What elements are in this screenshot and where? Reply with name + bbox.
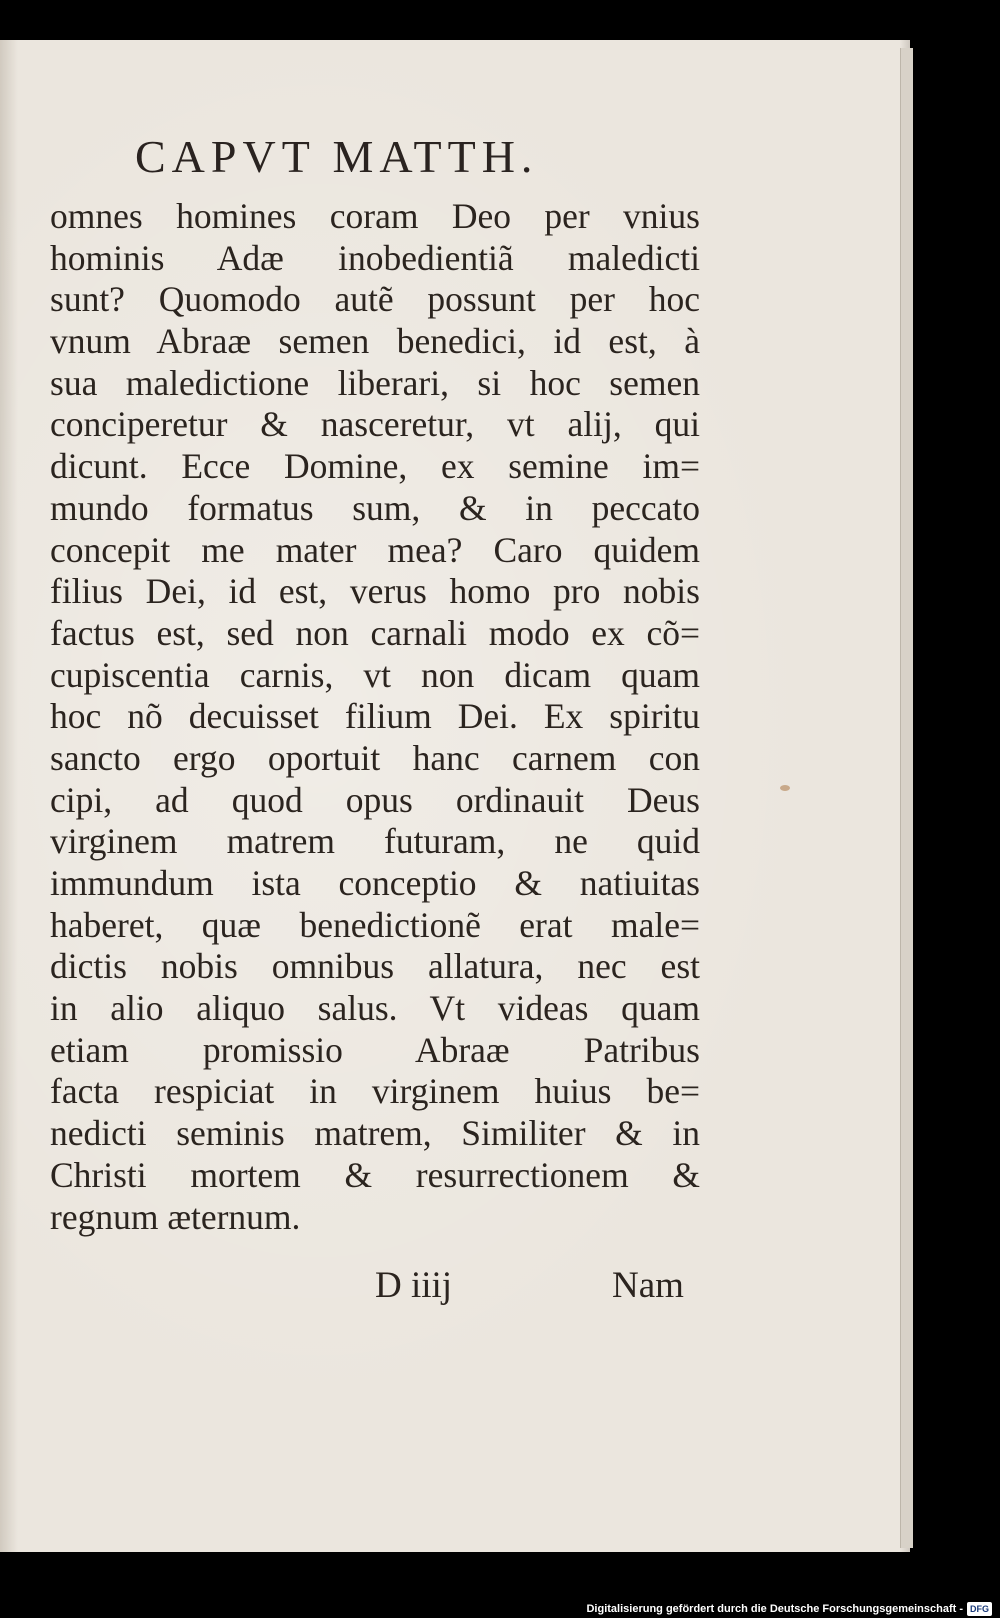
text-line: facta respiciat in virginem huius be=	[50, 1071, 700, 1112]
text-line: concepit me mater mea? Caro quidem	[50, 529, 700, 570]
paper-stain	[780, 785, 790, 791]
text-line: omnes homines coram Deo per vnius	[50, 196, 700, 236]
text-line: mundo formatus sum, & in peccato	[50, 487, 700, 528]
catchword: Nam	[612, 1265, 684, 1306]
leaf-edge	[900, 48, 913, 1548]
text-line: sancto ergo oportuit hanc carnem con	[50, 737, 700, 778]
text-line: hominis Adæ inobedientiã maledicti	[50, 237, 700, 278]
text-line: dicunt. Ecce Domine, ex semine im=	[50, 446, 700, 487]
text-line: virginem matrem futuram, ne quid	[50, 821, 700, 862]
text-line: sua maledictione liberari, si hoc semen	[50, 362, 700, 403]
digitization-footer	[586, 1602, 992, 1616]
text-line: regnum æternum.	[50, 1196, 301, 1237]
text-line: immundum ista conceptio & natiuitas	[50, 863, 700, 903]
text-line: etiam promissio Abraæ Patribus	[50, 1029, 700, 1070]
footer-text: Digitalisierung gefördert durch die Deutsche Forschungsgemeinschaft -	[586, 1603, 963, 1615]
text-line: cipi, ad quod opus ordinauit Deus	[50, 779, 700, 820]
text-line: cupiscentia carnis, vt non dicam quam	[50, 654, 700, 695]
text-line: sunt? Quomodo autẽ possunt per hoc	[50, 279, 700, 320]
body-text	[50, 196, 700, 1238]
signature-mark: D iiij	[375, 1265, 453, 1306]
text-line: factus est, sed non carnali modo ex cõ=	[50, 612, 700, 653]
text-line: nedicti seminis matrem, Similiter & in	[50, 1113, 700, 1154]
dfg-logo-icon: DFG	[967, 1602, 992, 1616]
text-line: in alio aliquo salus. Vt videas quam	[50, 988, 700, 1029]
text-line: hoc nõ decuisset filium Dei. Ex spiritu	[50, 696, 700, 737]
text-line: Christi mortem & resurrectionem &	[50, 1154, 700, 1195]
text-line: filius Dei, id est, verus homo pro nobis	[50, 571, 700, 612]
text-line: dictis nobis omnibus allatura, nec est	[50, 946, 700, 987]
running-head: CAPVT MATTH.	[135, 131, 539, 182]
text-line: vnum Abraæ semen benedici, id est, à	[50, 321, 700, 362]
text-line: conciperetur & nasceretur, vt alij, qui	[50, 404, 700, 445]
text-line: haberet, quæ benedictionẽ erat male=	[50, 904, 700, 945]
